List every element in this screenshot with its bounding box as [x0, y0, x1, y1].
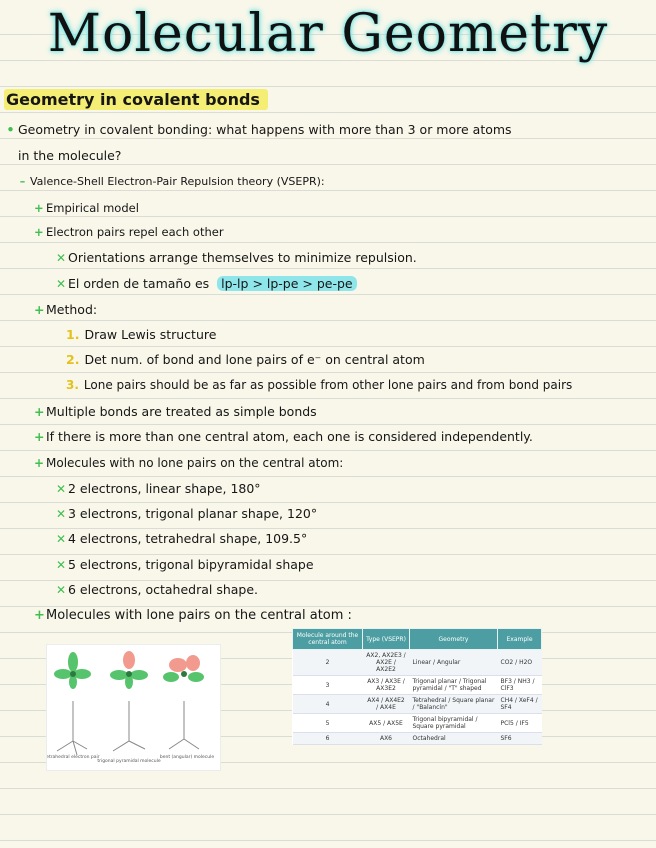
dash-icon: –	[19, 175, 26, 188]
note-line: ✕ 3 electrons, trigonal planar shape, 120°	[56, 506, 318, 521]
bullet-dot-icon: •	[6, 122, 15, 137]
table-row: 2 AX2, AX2E3 / AX2E / AX2E2 Linear / Angular CO2 / H2O	[293, 650, 542, 676]
table-row: 5 AX5 / AX5E Trigonal bipyramidal / Square pyramidal PCl5 / IF5	[293, 714, 542, 733]
step-number: 1.	[66, 327, 80, 342]
cross-icon: ✕	[56, 277, 67, 291]
note-line: + Multiple bonds are treated as simple bonds	[34, 404, 317, 419]
note-line: ✕ 6 electrons, octahedral shape.	[56, 582, 259, 597]
orbital-caption: trigonal pyramidal molecule	[97, 759, 161, 764]
note-line: 2. Det num. of bond and lone pairs of e⁻ on central atom	[66, 352, 425, 367]
orbital-diagram-panel	[46, 644, 221, 771]
table-header: Type (VSEPR)	[363, 629, 410, 650]
note-line: 1. Draw Lewis structure	[66, 327, 217, 342]
orbital-trigonal-pyramidal-icon	[110, 651, 148, 751]
cross-icon: ✕	[56, 482, 67, 496]
note-line: ✕ Orientations arrange themselves to minimize repulsion.	[56, 250, 417, 265]
plus-icon: +	[34, 608, 45, 623]
geometry-table	[292, 628, 542, 745]
page-title: Molecular Geometry	[47, 4, 609, 64]
note-line: +Molecules with lone pairs on the central atom :	[34, 608, 352, 623]
orbital-tetrahedral-icon	[54, 652, 91, 755]
cross-icon: ✕	[56, 251, 67, 265]
cross-icon: ✕	[56, 583, 67, 597]
orbital-caption: tetrahedral electron pair	[47, 755, 100, 760]
note-line: • Geometry in covalent bonding: what happens with more than 3 or more atoms	[6, 122, 512, 137]
plus-icon: +	[34, 404, 45, 419]
cross-icon: ✕	[56, 532, 67, 546]
orbital-diagram	[47, 645, 220, 770]
table-header-row	[293, 629, 542, 650]
note-line: ✕ 4 electrons, tetrahedral shape, 109.5°	[56, 531, 308, 546]
note-line: – Valence-Shell Electron-Pair Repulsion theory (VSEPR):	[18, 173, 325, 191]
note-line: in the molecule?	[18, 148, 122, 163]
table-header: Geometry	[410, 629, 498, 650]
section-heading: Geometry in covalent bonds	[4, 89, 268, 110]
note-line: + Molecules with no lone pairs on the central atom:	[34, 456, 344, 470]
table-row: 3 AX3 / AX3E / AX3E2 Trigonal planar / Trigonal pyramidal / "T" shaped BF3 / NH3 / ClF3	[293, 676, 542, 695]
plus-icon: +	[34, 225, 44, 239]
orbital-bent-icon	[163, 655, 204, 749]
note-line: ✕ 5 electrons, trigonal bipyramidal shape	[56, 557, 314, 572]
note-line: ✕ El orden de tamaño es lp-lp > lp-pe > pe-pe	[56, 275, 357, 293]
plus-icon: +	[34, 456, 45, 470]
table-row: 4 AX4 / AX4E2 / AX4E Tetrahedral / Square planar / "Balancín" CH4 / XeF4 / SF4	[293, 695, 542, 714]
note-line: + Method:	[34, 302, 98, 317]
cross-icon: ✕	[56, 507, 67, 521]
plus-icon: +	[34, 429, 45, 444]
orbital-caption: bent (angular) molecule	[159, 755, 215, 760]
step-number: 2.	[66, 352, 80, 367]
note-line: + Empirical model	[34, 201, 139, 215]
table-header: Molecule around the central atom	[293, 629, 363, 650]
step-number: 3.	[66, 378, 79, 392]
plus-icon: +	[34, 302, 45, 317]
note-line: + If there is more than one central atom, each one is considered independently.	[34, 429, 533, 444]
cross-icon: ✕	[56, 558, 67, 572]
table-header: Example	[498, 629, 542, 650]
note-line: + Electron pairs repel each other	[34, 225, 224, 239]
table-row: 6 AX6 Octahedral SF6	[293, 733, 542, 745]
highlight: lp-lp > lp-pe > pe-pe	[217, 276, 356, 291]
note-line: ✕ 2 electrons, linear shape, 180°	[56, 481, 261, 496]
note-line: 3. Lone pairs should be as far as possible from other lone pairs and from bond pairs	[66, 378, 573, 392]
plus-icon: +	[34, 201, 44, 215]
